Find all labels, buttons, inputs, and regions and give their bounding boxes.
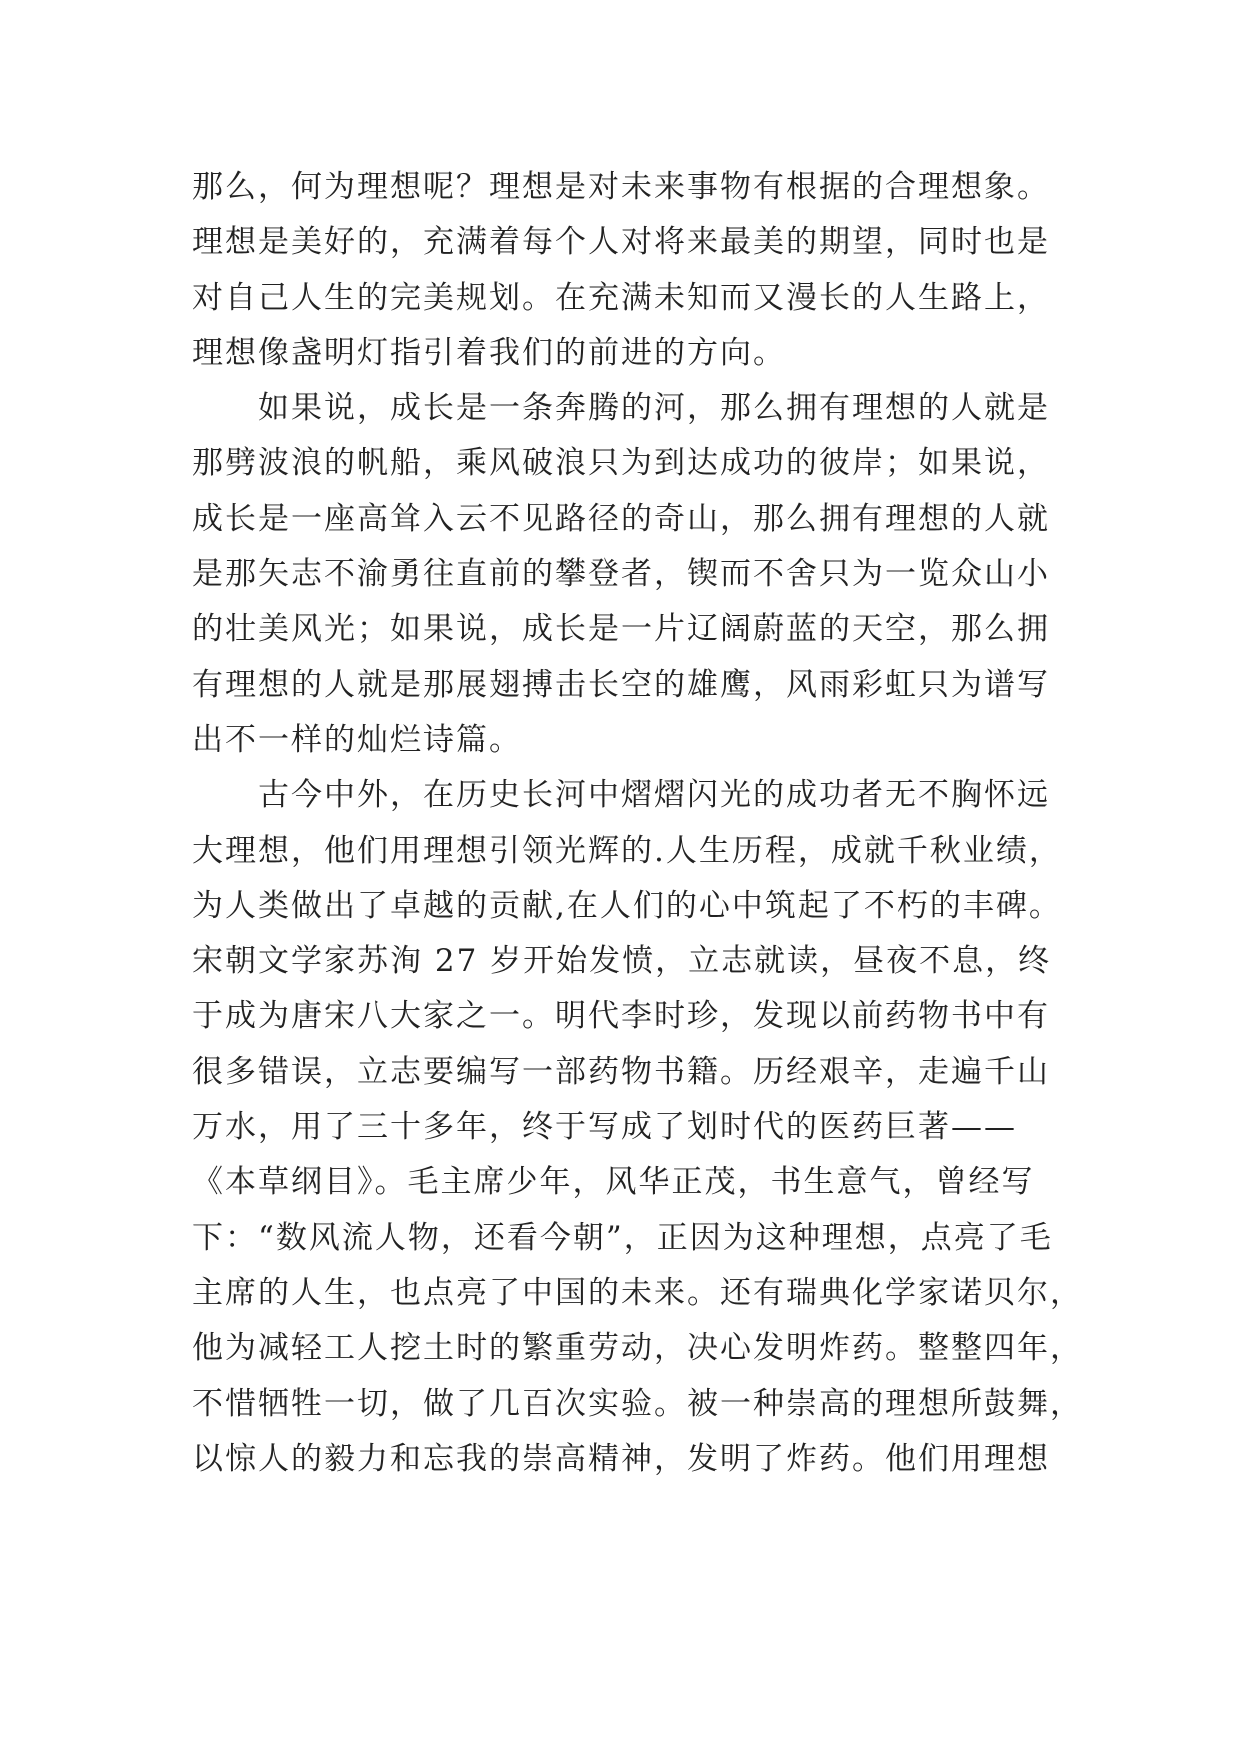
- text-line: 宋朝文学家苏洵 27 岁开始发愤，立志就读，昼夜不息，终: [192, 943, 1052, 980]
- text-line: 万水，用了三十多年，终于写成了划时代的医药巨著——: [192, 1109, 1017, 1146]
- text-line: 于成为唐宋八大家之一。明代李时珍，发现以前药物书中有: [192, 998, 1050, 1035]
- text-line: 大理想，他们用理想引领光辉的.人生历程，成就千秋业绩，: [192, 832, 1062, 869]
- paragraph-first-line: 如果说，成长是一条奔腾的河，那么拥有理想的人就是: [258, 390, 1050, 427]
- text-line: 理想是美好的，充满着每个人对将来最美的期望，同时也是: [192, 224, 1050, 261]
- text-line: 主席的人生，也点亮了中国的未来。还有瑞典化学家诺贝尔，: [192, 1274, 1083, 1311]
- text-line: 是那矢志不渝勇往直前的攀登者，锲而不舍只为一览众山小: [192, 556, 1050, 593]
- text-line: 对自己人生的完美规划。在充满未知而又漫长的人生路上，: [192, 279, 1050, 316]
- paragraph-first-line: 古今中外，在历史长河中熠熠闪光的成功者无不胸怀远: [258, 777, 1050, 814]
- text-line: 为人类做出了卓越的贡献,在人们的心中筑起了不朽的丰碑。: [192, 887, 1062, 924]
- text-line: 的壮美风光；如果说，成长是一片辽阔蔚蓝的天空，那么拥: [192, 611, 1050, 648]
- text-line: 理想像盏明灯指引着我们的前进的方向。: [192, 334, 786, 371]
- text-line: 下：“数风流人物，还看今朝”，正因为这种理想，点亮了毛: [192, 1219, 1053, 1256]
- text-line: 有理想的人就是那展翅搏击长空的雄鹰，风雨彩虹只为谱写: [192, 666, 1050, 703]
- text-line: 出不一样的灿烂诗篇。: [192, 721, 522, 758]
- text-line: 很多错误，立志要编写一部药物书籍。历经艰辛，走遍千山: [192, 1053, 1050, 1090]
- text-line: 那么，何为理想呢？理想是对未来事物有根据的合理想象。: [192, 169, 1050, 205]
- text-line: 不惜牺牲一切，做了几百次实验。被一种崇高的理想所鼓舞，: [192, 1385, 1083, 1422]
- text-line: 那劈波浪的帆船，乘风破浪只为到达成功的彼岸；如果说，: [192, 445, 1050, 482]
- body-text: [192, 160, 1083, 1487]
- text-line: 以惊人的毅力和忘我的崇高精神，发明了炸药。他们用理想: [192, 1440, 1050, 1477]
- text-line: 《本草纲目》。毛主席少年，风华正茂，书生意气，曾经写: [192, 1164, 1035, 1201]
- text-line: 他为减轻工人挖土时的繁重劳动，决心发明炸药。整整四年，: [192, 1330, 1083, 1367]
- text-line: 成长是一座高耸入云不见路径的奇山，那么拥有理想的人就: [192, 500, 1050, 537]
